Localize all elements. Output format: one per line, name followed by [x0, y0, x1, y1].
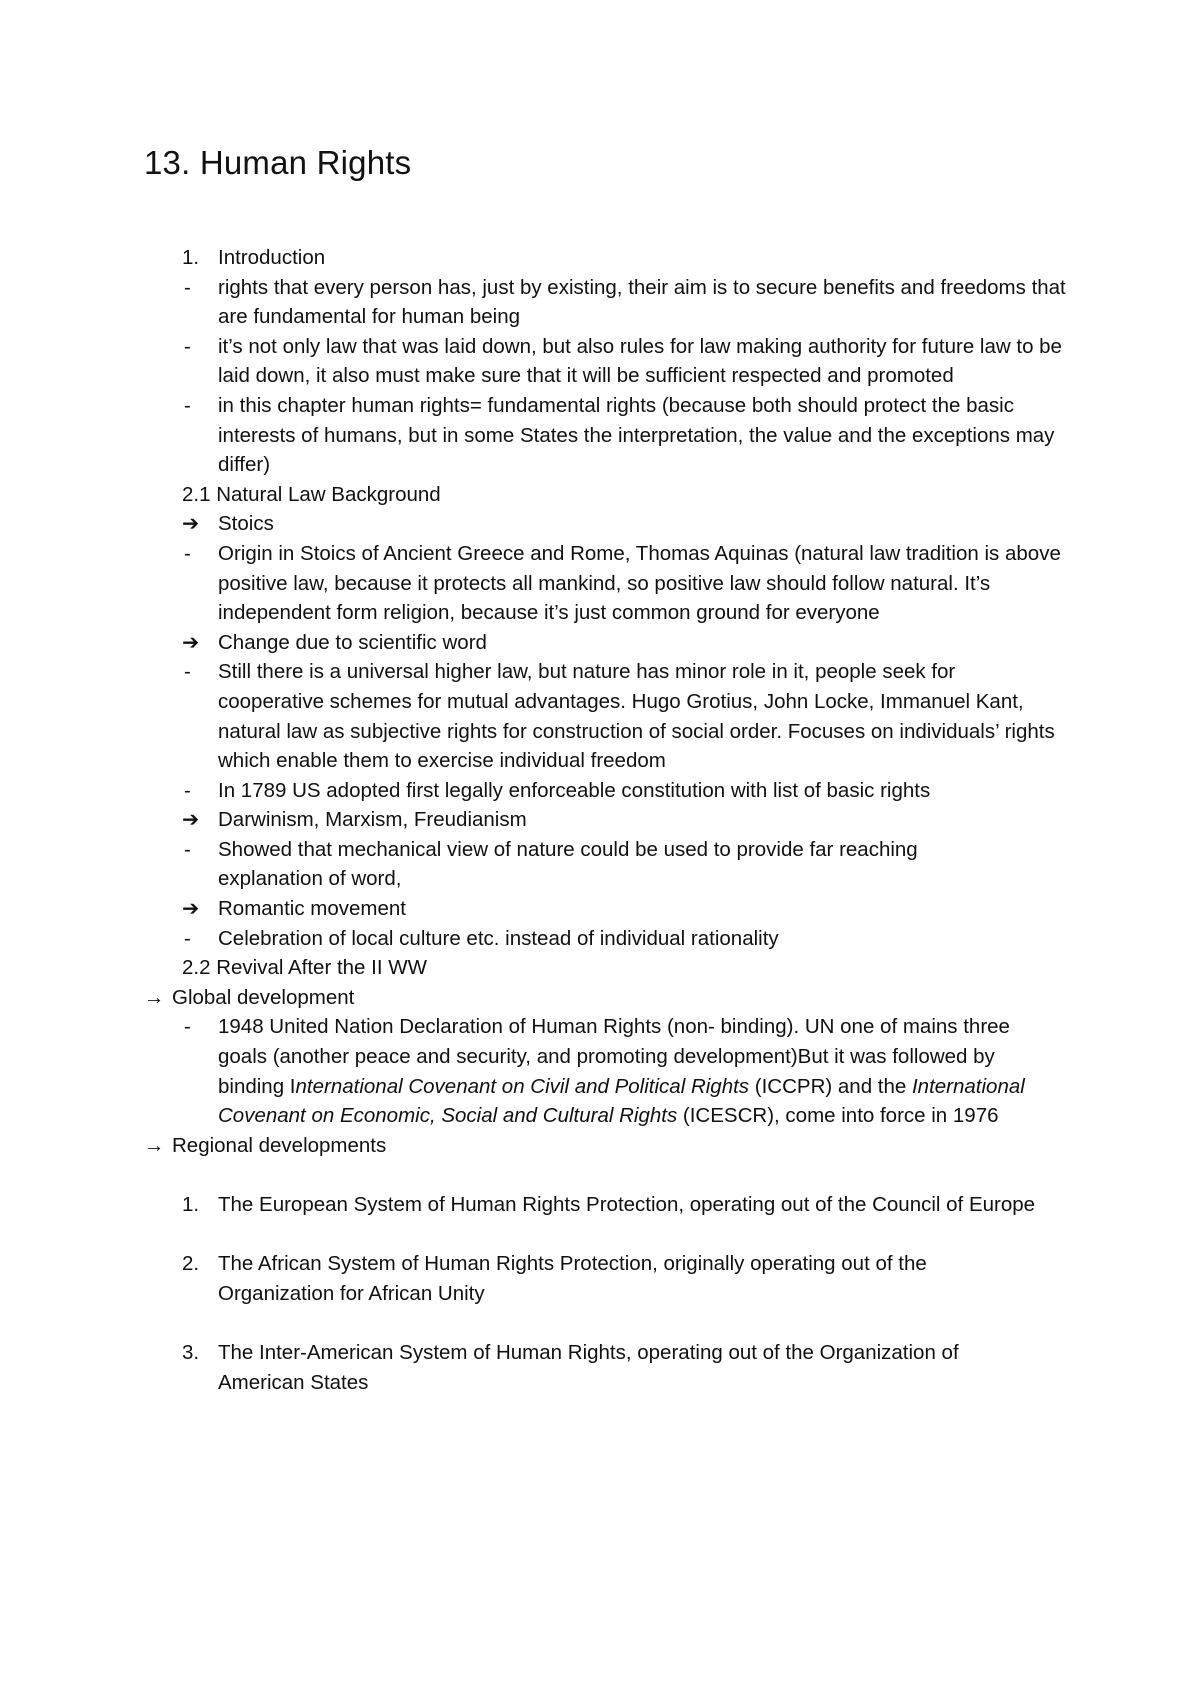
- romantic-text: Celebration of local culture etc. instead of individual rationality: [218, 926, 779, 950]
- dash-bullet: -: [184, 837, 191, 861]
- intro-bullet-text: in this chapter human rights= fundamental rights (because both should protect the basic interests of humans, but in some States the interpretation, the value and the exceptions may differ): [218, 393, 1055, 477]
- dash-bullet: -: [184, 778, 191, 802]
- section-2-1-heading: 2.1 Natural Law Background: [182, 482, 441, 506]
- arrow-item: [0, 628, 1200, 658]
- global-text-part1: 1948 United Nation Declaration of Human Rights (non- binding). UN one of mains three goals (another peace and security, and promoting development)But it was followed by binding I: [218, 1015, 1010, 1098]
- global-text-part2: (ICCPR) and the: [749, 1074, 912, 1098]
- arrow-icon: →: [144, 985, 165, 1009]
- dash-bullet: -: [184, 275, 191, 299]
- arrow-icon: ➔: [182, 512, 200, 536]
- document-body: [0, 243, 1200, 1397]
- arrow-item: [0, 1131, 1200, 1161]
- dash-bullet: -: [184, 926, 191, 950]
- spacer: [0, 1308, 1200, 1338]
- stoics-text: Origin in Stoics of Ancient Greece and Rome, Thomas Aquinas (natural law tradition is above positive law, because it protects all mankind, so positive law should follow natural. It’s independent form religion, because it’s just common ground for everyone: [218, 541, 1061, 625]
- dash-item: [0, 835, 1200, 894]
- stoics-heading: Stoics: [218, 512, 274, 536]
- arrow-item: [0, 805, 1200, 835]
- change-text-2: In 1789 US adopted first legally enforceable constitution with list of basic rights: [218, 778, 931, 802]
- intro-bullet: [0, 273, 1200, 332]
- romantic-heading: Romantic movement: [218, 897, 406, 921]
- darwin-heading: Darwinism, Marxism, Freudianism: [218, 808, 527, 832]
- intro-heading-row: [0, 243, 1200, 273]
- section-heading-row: [0, 480, 1200, 510]
- intro-bullet: [0, 391, 1200, 480]
- dash-item: [0, 657, 1200, 775]
- intro-heading: Introduction: [218, 246, 326, 269]
- arrow-icon: ➔: [182, 630, 200, 654]
- dash-bullet: -: [184, 1015, 191, 1039]
- section-2-2-heading: 2.2 Revival After the II WW: [182, 956, 427, 980]
- regional-heading: Regional developments: [172, 1133, 387, 1157]
- list-number: 3.: [182, 1340, 200, 1364]
- dash-bullet: -: [184, 660, 191, 684]
- arrow-item: [0, 509, 1200, 539]
- arrow-item: [0, 983, 1200, 1013]
- list-number: 1.: [182, 1193, 200, 1216]
- global-text: [218, 1012, 1063, 1130]
- dash-bullet: -: [184, 334, 191, 358]
- dash-item: [0, 539, 1200, 628]
- dash-item: [0, 924, 1200, 954]
- regional-item: [0, 1338, 1200, 1397]
- intro-bullet-text: rights that every person has, just by existing, their aim is to secure benefits and freedoms that are fundamental for human being: [218, 275, 1066, 329]
- intro-bullet: [0, 332, 1200, 391]
- global-heading: Global development: [172, 985, 355, 1009]
- arrow-icon: ➔: [182, 808, 200, 832]
- spacer: [0, 1220, 1200, 1250]
- change-text-1: Still there is a universal higher law, but nature has minor role in it, people seek for cooperative schemes for mutual advantages. Hugo Grotius, John Locke, Immanuel Kant, natural law as subjective rights for construction of social order. Focuses on individuals’ rights which enable them to exercise individual freedom: [218, 660, 1055, 773]
- icescr-title: International Covenant on Economic, Social and Cultural Rights: [218, 1074, 1025, 1128]
- regional-item-text: The European System of Human Rights Protection, operating out of the Council of Europe: [218, 1193, 1036, 1216]
- list-number: 1.: [182, 246, 200, 269]
- arrow-item: [0, 894, 1200, 924]
- arrow-icon: →: [144, 1133, 165, 1157]
- regional-item-text: The Inter-American System of Human Rights, operating out of the Organization of American States: [218, 1340, 959, 1394]
- list-number: 2.: [182, 1252, 200, 1276]
- regional-item-text: The African System of Human Rights Protection, originally operating out of the Organization for African Unity: [218, 1252, 927, 1305]
- change-heading: Change due to scientific word: [218, 630, 487, 654]
- page-title: 13. Human Rights: [144, 144, 412, 181]
- iccpr-title: nternational Covenant on Civil and Political Rights: [295, 1074, 750, 1098]
- dash-bullet: -: [184, 393, 191, 417]
- global-text-part3: (ICESCR), come into force in 1976: [677, 1104, 999, 1128]
- darwin-text: Showed that mechanical view of nature could be used to provide far reaching explanation of word,: [218, 837, 918, 891]
- dash-item: [0, 1012, 1200, 1130]
- intro-bullet-text: it’s not only law that was laid down, but also rules for law making authority for future law to be laid down, it also must make sure that it will be sufficient respected and promoted: [218, 334, 1062, 388]
- regional-item: [0, 1249, 1200, 1308]
- dash-bullet: -: [184, 541, 191, 565]
- regional-item: [0, 1190, 1200, 1220]
- dash-item: [0, 776, 1200, 806]
- section-heading-row: [0, 953, 1200, 983]
- spacer: [0, 1160, 1200, 1190]
- arrow-icon: ➔: [182, 897, 200, 921]
